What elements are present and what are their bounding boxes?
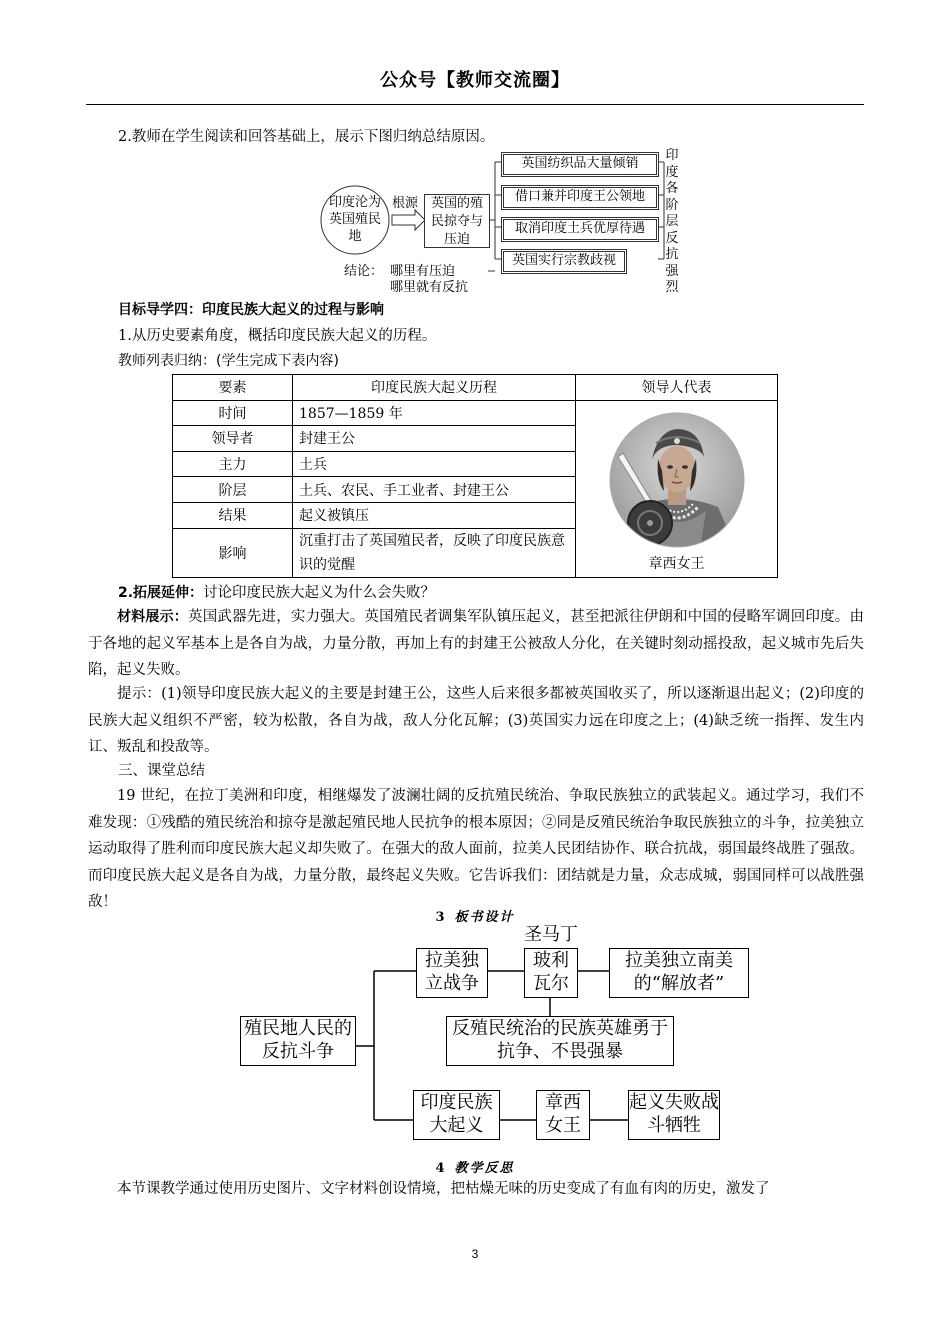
table-header: 要素 bbox=[173, 375, 293, 401]
side-label: 印度各阶层反抗强烈 bbox=[665, 148, 679, 295]
board-heading-text: 板书设计 bbox=[454, 910, 515, 925]
row-label: 影响 bbox=[173, 528, 293, 577]
question-2 bbox=[118, 580, 435, 606]
row-label: 主力 bbox=[173, 451, 293, 477]
india-box: 印度民族大起义 bbox=[413, 1090, 500, 1140]
table-header-row bbox=[173, 375, 778, 401]
conclusion-2: 哪里就有反抗 bbox=[390, 280, 469, 295]
center-node: 印度沦为英国殖民地 bbox=[328, 195, 381, 244]
queen-portrait bbox=[608, 411, 746, 549]
san-martin-label: 圣马丁 bbox=[524, 924, 578, 945]
page-number: 3 bbox=[471, 1247, 479, 1261]
row-label: 时间 bbox=[173, 400, 293, 426]
board-heading-number: 3 bbox=[435, 910, 445, 925]
hint-paragraph: 提示：(1)领导印度民族大起义的主要是封建王公，这些人后来很多都被英国收买了，所以逐渐退出起义；(2)印度的民族大起义组织不严密，较为松散，各自为战，敌人分化瓦解；(3)英国实力远在印度之上；(4)缺乏统一指挥、发生内讧、叛乱和投敌等。 bbox=[88, 686, 864, 755]
row-label: 阶层 bbox=[173, 477, 293, 503]
row-value: 封建王公 bbox=[293, 426, 576, 452]
uprising-table bbox=[172, 374, 778, 578]
material-paragraph bbox=[88, 604, 864, 684]
question-2-label: 2.拓展延伸： bbox=[118, 585, 204, 601]
cause-box: 英国实行宗教歧视 bbox=[501, 249, 627, 274]
summary-title: 三、课堂总结 bbox=[118, 763, 205, 779]
board-diagram bbox=[236, 920, 756, 1142]
summary-paragraph: 19 世纪，在拉丁美洲和印度，相继爆发了波澜壮阔的反抗殖民统治、争取民族独立的武装起义。通过学习，我们不难发现：①残酷的殖民统治和掠夺是激起殖民地人民抗争的根本原因；②同是反殖民统治争取民族独立的斗争，拉美独立运动取得了胜利而印度民族大起义却失败了。在强大的敌人面前，拉美人民团结协作、联合抗战，弱国最终战胜了强敌。而印度民族大起义是各自为战，力量分散，最终起义失败。它告诉我们：团结就是力量，众志成城，弱国同样可以战胜强敌！ bbox=[88, 788, 864, 910]
conclusion-label: 结论： bbox=[344, 264, 384, 279]
arrow-label: 根源 bbox=[392, 196, 419, 211]
material-text: 英国武器先进，实力强大。英国殖民者调集军队镇压起义，甚至把派往伊朗和中国的侵略军调回印度。由于各地的起义军基本上是各自为战，力量分散，再加上有的封建王公被敌人分化，在关键时刻动摇投敌，起义城市先后失陷，起义失败。 bbox=[88, 609, 864, 678]
row-value: 起义被镇压 bbox=[293, 502, 576, 528]
portrait-cell bbox=[576, 400, 778, 577]
material-label: 材料展示： bbox=[117, 609, 188, 625]
row-label: 领导者 bbox=[173, 426, 293, 452]
reflect-paragraph: 本节课教学通过使用历史图片、文字材料创设情境，把枯燥无味的历史变成了有血有肉的历史，激发了 bbox=[117, 1181, 770, 1197]
header-rule bbox=[86, 104, 864, 105]
reflect-heading-number: 4 bbox=[435, 1161, 445, 1176]
cause-box: 英国纺织品大量倾销 bbox=[501, 152, 659, 177]
bolivar-box: 玻利瓦尔 bbox=[524, 948, 578, 998]
header-title: 公众号【教师交流圈】 bbox=[380, 70, 570, 91]
arrow-icon bbox=[392, 210, 425, 230]
portrait-caption: 章西女王 bbox=[648, 555, 705, 572]
fail-box: 起义失败战斗牺牲 bbox=[628, 1090, 720, 1140]
reflect-heading-text: 教学反思 bbox=[454, 1161, 515, 1176]
row-value: 土兵 bbox=[293, 451, 576, 477]
conclusion-1: 哪里有压迫 bbox=[390, 264, 456, 279]
teacher-note: 教师列表归纳：(学生完成下表内容) bbox=[118, 353, 339, 369]
table-header: 印度民族大起义历程 bbox=[293, 375, 576, 401]
cause-box: 取消印度土兵优厚待遇 bbox=[501, 217, 659, 242]
liberator-box: 拉美独立南美的“解放者” bbox=[609, 948, 749, 998]
intro-line: 2.教师在学生阅读和回答基础上，展示下图归纳总结原因。 bbox=[118, 129, 495, 145]
queen-box: 章西女王 bbox=[536, 1090, 590, 1140]
row-value: 土兵、农民、手工业者、封建王公 bbox=[293, 477, 576, 503]
cause-box: 借口兼并印度王公领地 bbox=[501, 185, 659, 210]
row-value: 1857—1859 年 bbox=[293, 400, 576, 426]
reflect-heading bbox=[0, 1157, 950, 1176]
question-1: 1.从历史要素角度，概括印度民族大起义的历程。 bbox=[118, 328, 437, 344]
root-box: 殖民地人民的反抗斗争 bbox=[240, 1016, 356, 1066]
latin-box: 拉美独立战争 bbox=[416, 948, 488, 998]
table-row bbox=[173, 400, 778, 426]
row-value: 沉重打击了英国殖民者，反映了印度民族意识的觉醒 bbox=[293, 528, 576, 577]
heroes-box: 反殖民统治的民族英雄勇于抗争、不畏强暴 bbox=[446, 1016, 674, 1066]
row-label: 结果 bbox=[173, 502, 293, 528]
cause-diagram bbox=[320, 148, 690, 295]
mid-box: 英国的殖民掠夺与压迫 bbox=[424, 194, 490, 248]
table-header: 领导人代表 bbox=[576, 375, 778, 401]
section-title: 目标导学四：印度民族大起义的过程与影响 bbox=[118, 302, 384, 318]
question-2-text: 讨论印度民族大起义为什么会失败？ bbox=[203, 585, 436, 601]
